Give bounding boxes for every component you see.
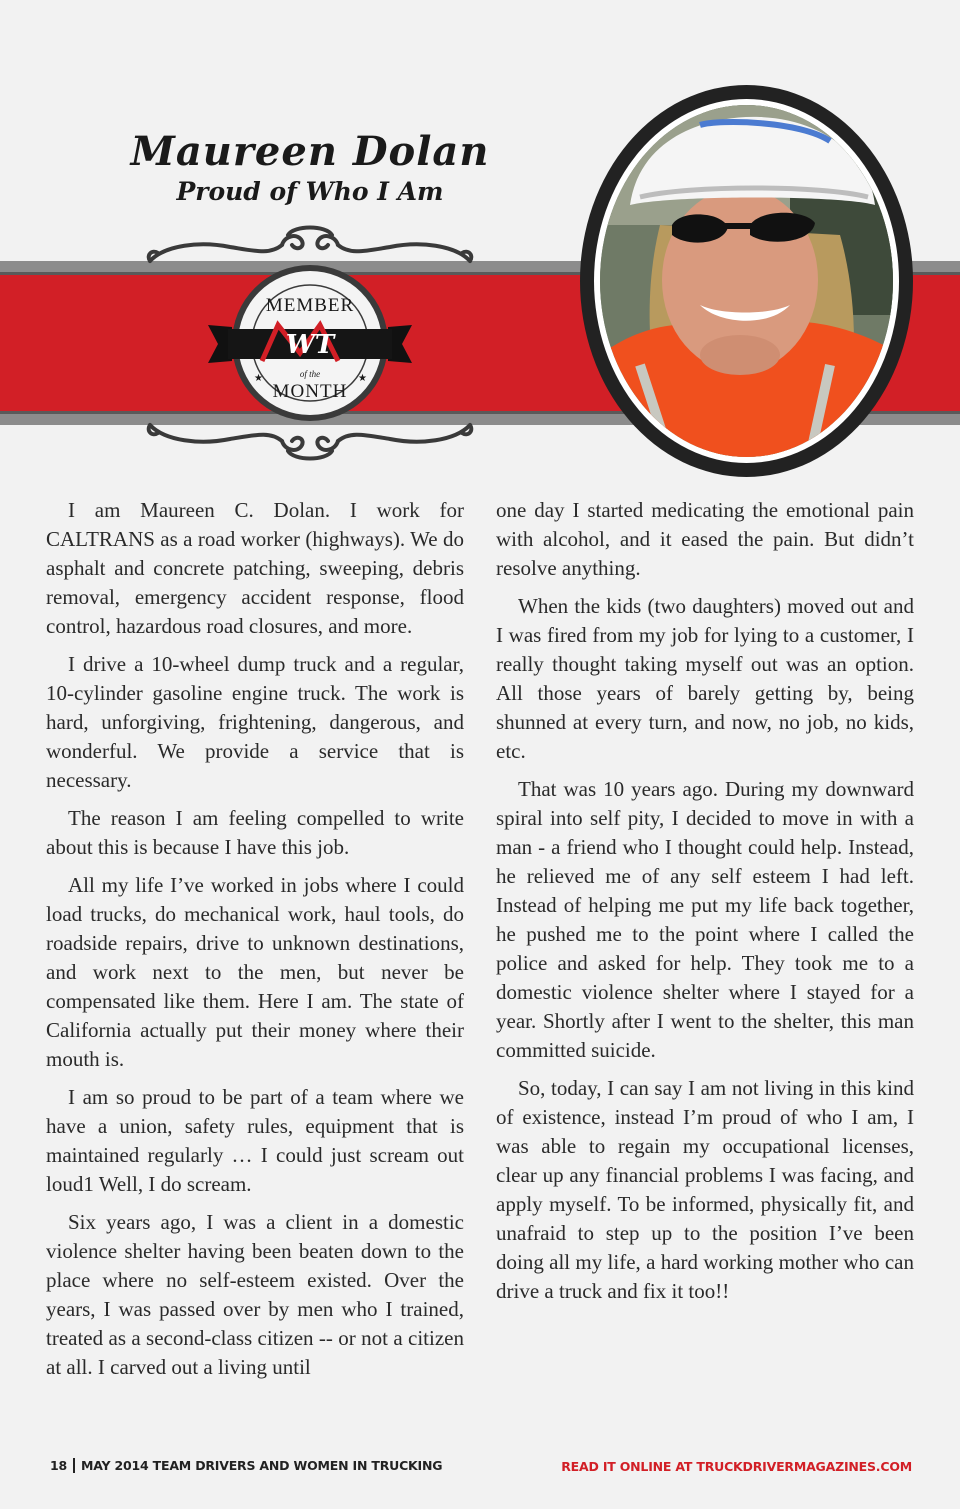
badge-of-the: of the [299, 369, 321, 379]
article-paragraph-continuation: one day I started medicating the emotional pain with alcohol, and it eased the pain. But didn’t resolve anything. [496, 498, 914, 580]
scroll-ornament-bottom [149, 425, 472, 459]
badge-logo: WT [285, 330, 335, 360]
page-title: Maureen Dolan [130, 128, 490, 175]
page-number: 18 [50, 1458, 75, 1473]
portrait-frame [580, 85, 913, 477]
article-column-right [496, 496, 914, 1315]
footer-issue-info [50, 1458, 442, 1473]
star-icon: ★ [254, 373, 263, 384]
page-subtitle: Proud of Who I Am [176, 177, 444, 206]
issue-label: MAY 2014 TEAM DRIVERS AND WOMEN IN TRUCKING [81, 1458, 443, 1473]
badge-bottom-text: MONTH [272, 381, 348, 402]
article-paragraph: That was 10 years ago. During my downward spiral into self pity, I decided to move in with a man - a friend who I thought could help. Instead, he relieved me of any self esteem I had left. Instead of helping me put my life back together, he pushed me to the point where I called the police and asked for help. They took me to a domestic violence shelter where I stayed for a year. Shortly after I went to the shelter, this man committed suicide. [496, 777, 914, 1062]
article-paragraph: So, today, I can say I am not living in this kind of existence, instead I’m proud of who I am, I was able to regain my occupational licenses, clear up any financial problems I was facing, and apply myself. To be informed, physically fit, and unafraid to step up to the position I’ve been doing all my life, a hard working mother who can drive a truck and fix it too!! [496, 1076, 914, 1303]
portrait-photo [600, 105, 893, 457]
article-paragraph: I drive a 10-wheel dump truck and a regular, 10-cylinder gasoline engine truck. The work is hard, unforgiving, frightening, dangerous, and wonderful. We provide a service that is necessary. [46, 652, 464, 792]
article-paragraph: All my life I’ve worked in jobs where I could load trucks, do mechanical work, haul tools, do roadside repairs, drive to unknown destinations, and work next to the men, but never be compensated like them. Here I am. The state of California actually put their money where their mouth is. [46, 873, 464, 1071]
article-paragraph: When the kids (two daughters) moved out and I was fired from my job for lying to a customer, I really thought taking myself out was an option. All those years of barely getting by, being shunned at every turn, and now, no job, no kids, etc. [496, 594, 914, 763]
article-paragraph: I am so proud to be part of a team where we have a union, safety rules, equipment that is maintained regularly … I could just scream out loud1 Well, I do scream. [46, 1085, 464, 1196]
star-icon: ★ [358, 373, 367, 384]
article-header [100, 128, 520, 208]
footer-online-link[interactable]: READ IT ONLINE AT TRUCKDRIVERMAGAZINES.COM [561, 1459, 912, 1474]
article-paragraph: The reason I am feeling compelled to write about this is because I have this job. [46, 806, 464, 859]
article-paragraph: I am Maureen C. Dolan. I work for CALTRANS as a road worker (highways). We do asphalt and concrete patching, sweeping, debris removal, emergency accident response, flood control, hazardous road closures, and more. [46, 498, 464, 638]
scroll-ornament-top [149, 228, 472, 262]
article-column-left [46, 496, 464, 1391]
article-paragraph: Six years ago, I was a client in a domestic violence shelter having been beaten down to the place where no self-esteem existed. Over the years, I was passed over by men who I trained, treated as a second-class citizen -- or not a citizen at all. I carved out a living until [46, 1210, 464, 1379]
badge-top-text: MEMBER [265, 295, 355, 316]
